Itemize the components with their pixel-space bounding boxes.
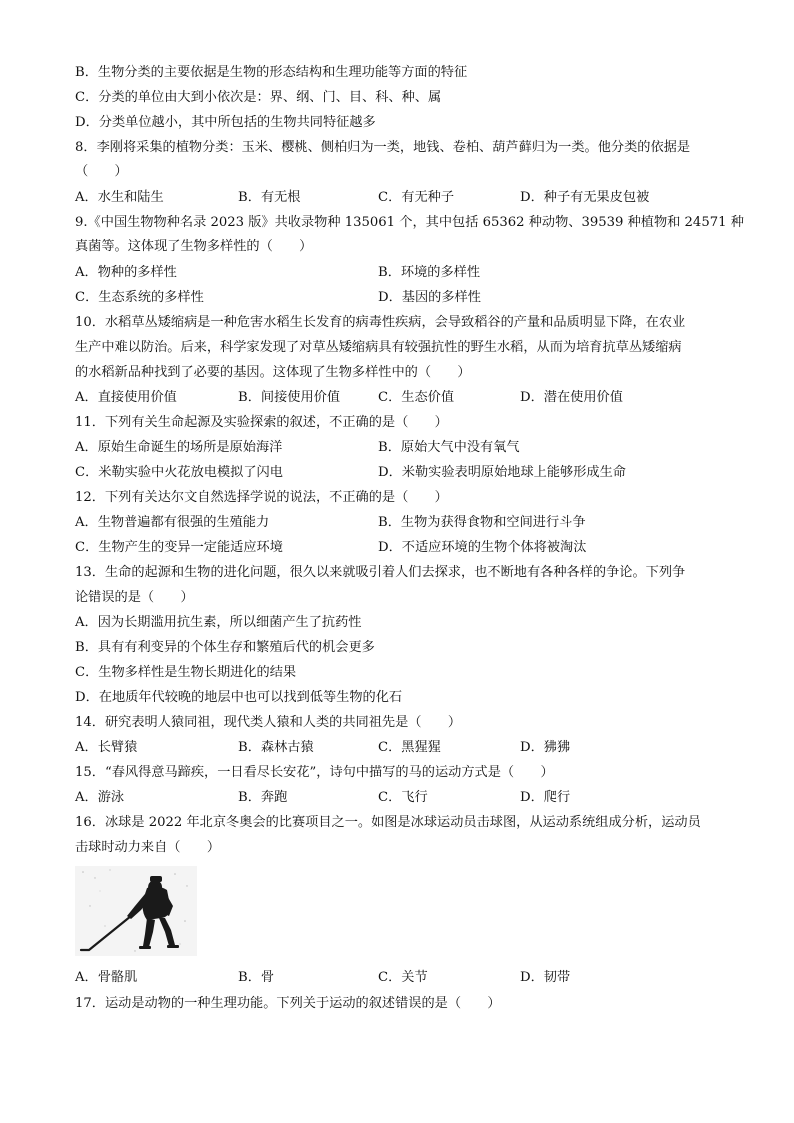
- q12-stem: 12．下列有关达尔文自然选择学说的说法，不正确的是（ ）: [75, 490, 448, 505]
- q15-stem: 15．“春风得意马蹄疾，一日看尽长安花”，诗句中描写的马的运动方式是（ ）: [75, 765, 554, 780]
- q10-option-a: A．直接使用价值: [75, 390, 177, 405]
- q13-option-b: B．具有有利变异的个体生存和繁殖后代的机会更多: [75, 640, 375, 655]
- q16-stem-cont: 击球时动力来自（ ）: [75, 840, 221, 855]
- q13-option-c: C．生物多样性是生物长期进化的结果: [75, 665, 297, 680]
- q15-option-c: C．飞行: [378, 790, 428, 805]
- q7-option-b: B．生物分类的主要依据是生物的形态结构和生理功能等方面的特征: [75, 65, 468, 80]
- q14-option-c: C．黑猩猩: [378, 740, 441, 755]
- q16-option-a: A．骨骼肌: [75, 970, 138, 985]
- q8-option-c: C．有无种子: [378, 190, 455, 205]
- q16-stem: 16．冰球是 2022 年北京冬奥会的比赛项目之一。如图是冰球运动员击球图，从运动系统组成分析，运动员: [75, 815, 701, 830]
- q9-option-c: C．生态系统的多样性: [75, 290, 204, 305]
- q10-option-b: B．间接使用价值: [238, 390, 341, 405]
- q16-option-b: B．骨: [238, 970, 275, 985]
- q12-option-c: C．生物产生的变异一定能适应环境: [75, 540, 283, 555]
- q11-stem: 11．下列有关生命起源及实验探索的叙述，不正确的是（ ）: [75, 415, 448, 430]
- q14-option-d: D．狒狒: [520, 740, 571, 755]
- ice-hockey-player-icon: [75, 866, 197, 956]
- q8-stem: 8．李刚将采集的植物分类：玉米、樱桃、侧柏归为一类，地钱、卷柏、葫芦藓归为一类。他分类的依据是: [75, 140, 691, 155]
- q13-option-d: D．在地质年代较晚的地层中也可以找到低等生物的化石: [75, 690, 403, 705]
- q15-option-d: D．爬行: [520, 790, 571, 805]
- q11-option-b: B．原始大气中没有氧气: [378, 440, 520, 455]
- q8-option-b: B．有无根: [238, 190, 301, 205]
- q11-option-a: A．原始生命诞生的场所是原始海洋: [75, 440, 283, 455]
- q9-stem-cont: 真菌等。这体现了生物多样性的（ ）: [75, 239, 313, 254]
- q14-stem: 14．研究表明人猿同祖，现代类人猿和人类的共同祖先是（ ）: [75, 715, 462, 730]
- q13-stem-cont: 论错误的是（ ）: [75, 590, 194, 605]
- q8-option-a: A．水生和陆生: [75, 190, 164, 205]
- q12-option-b: B．生物为获得食物和空间进行斗争: [378, 515, 586, 530]
- q12-option-a: A．生物普遍都有很强的生殖能力: [75, 515, 270, 530]
- q9-option-d: D．基因的多样性: [378, 290, 481, 305]
- q10-stem: 10．水稻草丛矮缩病是一种危害水稻生长发育的病毒性疾病，会导致稻谷的产量和品质明显下降，在农业: [75, 315, 686, 330]
- q13-stem: 13．生命的起源和生物的进化问题，很久以来就吸引着人们去探求，也不断地有各种各样的争论。下列争: [75, 565, 686, 580]
- q13-option-a: A．因为长期滥用抗生素，所以细菌产生了抗药性: [75, 615, 362, 630]
- q8-stem-bracket: （ ）: [75, 164, 128, 179]
- q15-option-b: B．奔跑: [238, 790, 288, 805]
- q14-option-b: B．森林古猿: [238, 740, 314, 755]
- q11-option-c: C．米勒实验中火花放电模拟了闪电: [75, 465, 283, 480]
- q9-option-b: B．环境的多样性: [378, 265, 481, 280]
- q9-option-a: A．物种的多样性: [75, 265, 177, 280]
- q15-option-a: A．游泳: [75, 790, 125, 805]
- q12-option-d: D．不适应环境的生物个体将被淘汰: [378, 540, 587, 555]
- q10-stem-cont-2: 的水稻新品种找到了必要的基因。这体现了生物多样性中的（ ）: [75, 365, 471, 380]
- q17-stem: 17．运动是动物的一种生理功能。下列关于运动的叙述错误的是（ ）: [75, 996, 501, 1011]
- q16-option-d: D．韧带: [520, 970, 571, 985]
- q7-option-c: C．分类的单位由大到小依次是：界、纲、门、目、科、种、属: [75, 90, 442, 105]
- q8-option-d: D．种子有无果皮包被: [520, 190, 650, 205]
- q16-option-c: C．关节: [378, 970, 428, 985]
- q14-option-a: A．长臂猿: [75, 740, 138, 755]
- ice-hockey-player-figure: [75, 866, 197, 956]
- q10-stem-cont-1: 生产中难以防治。后来，科学家发现了对草丛矮缩病具有较强抗性的野生水稻，从而为培育抗草丛矮缩病: [75, 340, 682, 355]
- q7-option-d: D．分类单位越小，其中所包括的生物共同特征越多: [75, 115, 376, 130]
- q11-option-d: D．米勒实验表明原始地球上能够形成生命: [378, 465, 626, 480]
- q10-option-d: D．潜在使用价值: [520, 390, 623, 405]
- q10-option-c: C．生态价值: [378, 390, 455, 405]
- q9-stem: 9.《中国生物物种名录 2023 版》共收录物种 135061 个，其中包括 65362 种动物、39539 种植物和 24571 种: [75, 215, 744, 230]
